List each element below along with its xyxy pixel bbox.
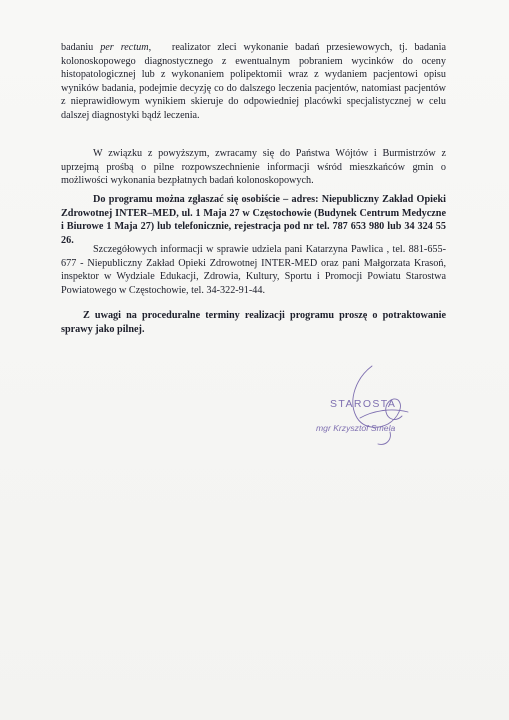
paragraph-screening-procedure [61,41,446,123]
request-text: W związku z powyższym, zwracamy się do Państwa Wójtów i Burmistrzów z uprzejmą prośbą o pilne rozpowszechnienie informacji wśród mieszkańców gmin o możliwości wykonania bezpłatnych badań kolonoskopowych. [61,148,446,187]
stamp-name: mgr Krzysztof Smela [316,423,396,433]
paragraph-text: badaniu [61,42,101,53]
stamp-title: STAROSTA [330,398,397,410]
latin-term: per rectum [100,42,149,53]
paragraph-text: , realizator zleci wykonanie badań przesiewowych, tj. badania kolonoskopowego diagnostycznego z ewentualnym pobraniem wycinków do oceny histopatologicznej lub z wykonaniem polipektomii wraz z wydaniem pacjentowi opisu wyników badania, podejmie decyzję co do dalszego leczenia pacjentów, natomiast pacjentów z nieprawidłowym wynikiem skieruje do odpowiedniej placówki specjalistycznej w celu dalszej diagnostyki bądź leczenia. [61,42,446,121]
urgency-text: Z uwagi na proceduralne terminy realizacji programu proszę o potraktowanie sprawy jako pilnej. [61,310,446,335]
paragraph-contact-info [61,243,446,297]
contact-text: Szczegółowych informacji w sprawie udziela pani Katarzyna Pawlica , tel. 881-655-677 - Niepubliczny Zakład Opieki Zdrowotnej INTER-MED oraz pani Małgorzata Krasoń, inspektor w Wydziale Edukacji, Zdrowia, Kultury, Sportu i Promocji Powiatu Starostwa Powiatowego w Częstochowie, tel. 34-322-91-44. [61,244,446,296]
registration-text: Do programu można zgłaszać się osobiście – adres: Niepubliczny Zakład Opieki Zdrowotnej INTER–MED, ul. 1 Maja 27 w Częstochowie (Budynek Centrum Medyczne i Biurowe 1 Maja 27) lub telefonicznie, rejestracja pod nr tel. 787 653 980 lub 34 324 55 26. [61,194,446,246]
paragraph-urgency [61,309,446,336]
paragraph-registration [61,193,446,247]
paragraph-request [61,147,446,188]
